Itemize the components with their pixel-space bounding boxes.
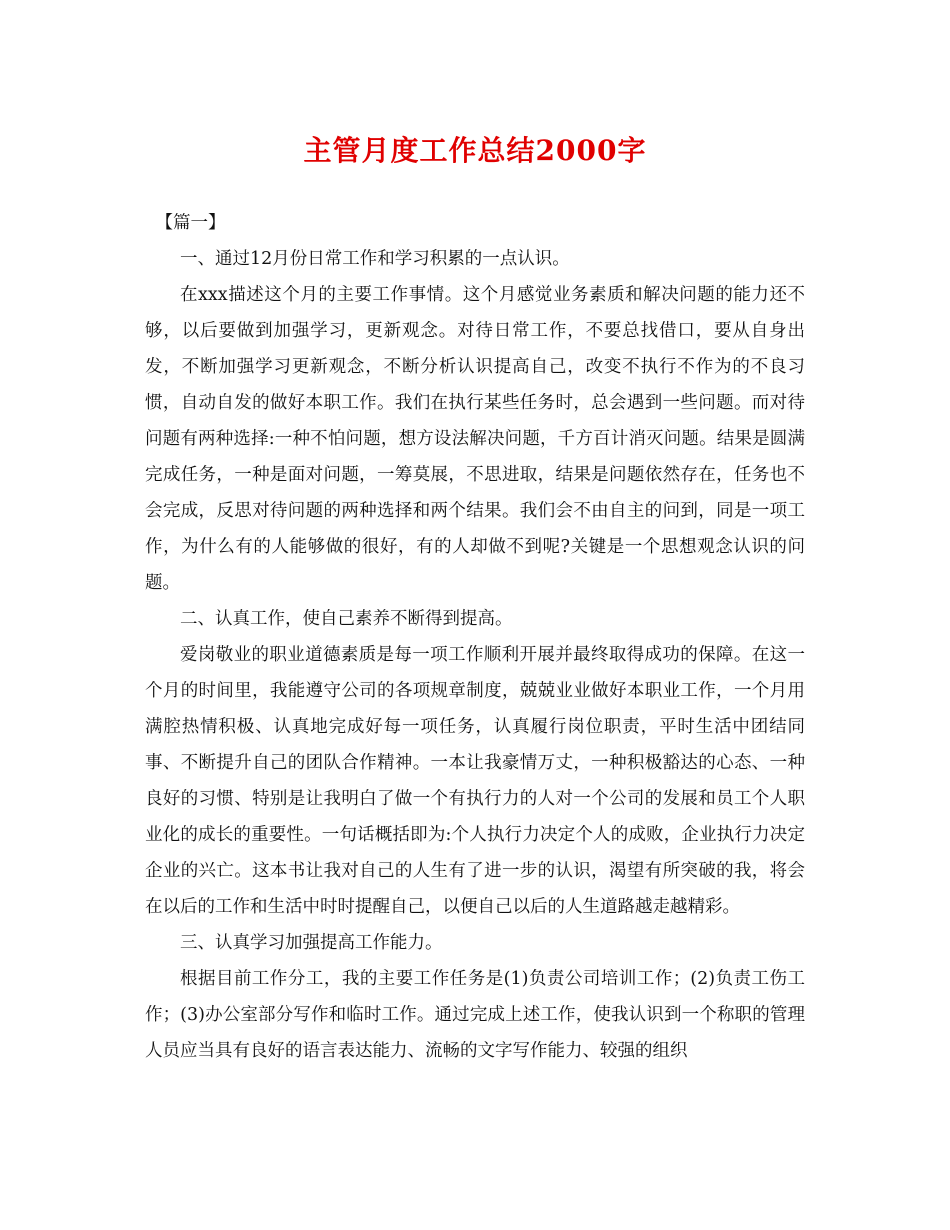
section-label: 【篇一】 (155, 213, 226, 233)
body-paragraph-1: 在xxx描述这个月的主要工作事情。这个月感觉业务素质和解决问题的能力还不够，以后要做到加强学习，更新观念。对待日常工作，不要总找借口，要从自身出发，不断加强学习更新观念，不断分析认识提高自己，改变不执行不作为的不良习惯，自动自发的做好本职工作。我们在执行某些任务时，总会遇到一些问题。而对待问题有两种选择:一种不怕问题，想方设法解决问题，千方百计消灭问题。结果是圆满完成任务，一种是面对问题，一筹莫展，不思进取，结果是问题依然存在，任务也不会完成，反思对待问题的两种选择和两个结果。我们会不由自主的问到，同是一项工作，为什么有的人能够做的很好，有的人却做不到呢?关键是一个思想观念认识的问题。 (145, 285, 805, 593)
document-title: 主管月度工作总结2000字 (303, 134, 647, 167)
heading-paragraph-3: 三、认真学习加强提高工作能力。 (180, 933, 443, 953)
heading-paragraph-1: 一、通过12月份日常工作和学习积累的一点认识。 (180, 249, 570, 269)
document-body (145, 205, 805, 1069)
body-paragraph-2: 爱岗敬业的职业道德素质是每一项工作顺利开展并最终取得成功的保障。在这一个月的时间里，我能遵守公司的各项规章制度，兢兢业业做好本职业工作，一个月用满腔热情积极、认真地完成好每一项任务，认真履行岗位职责，平时生活中团结同事、不断提升自己的团队合作精神。一本让我豪情万丈，一种积极豁达的心态、一种良好的习惯、特别是让我明白了做一个有执行力的人对一个公司的发展和员工个人职业化的成长的重要性。一句话概括即为:个人执行力决定个人的成败，企业执行力决定企业的兴亡。这本书让我对自己的人生有了进一步的认识，渴望有所突破的我，将会在以后的工作和生活中时时提醒自己，以便自己以后的人生道路越走越精彩。 (145, 645, 805, 917)
body-paragraph-3: 根据目前工作分工，我的主要工作任务是(1)负责公司培训工作；(2)负责工伤工作；(3)办公室部分写作和临时工作。通过完成上述工作，使我认识到一个称职的管理人员应当具有良好的语言表达能力、流畅的文字写作能力、较强的组织 (145, 969, 805, 1061)
heading-paragraph-2: 二、认真工作，使自己素养不断得到提高。 (180, 609, 513, 629)
